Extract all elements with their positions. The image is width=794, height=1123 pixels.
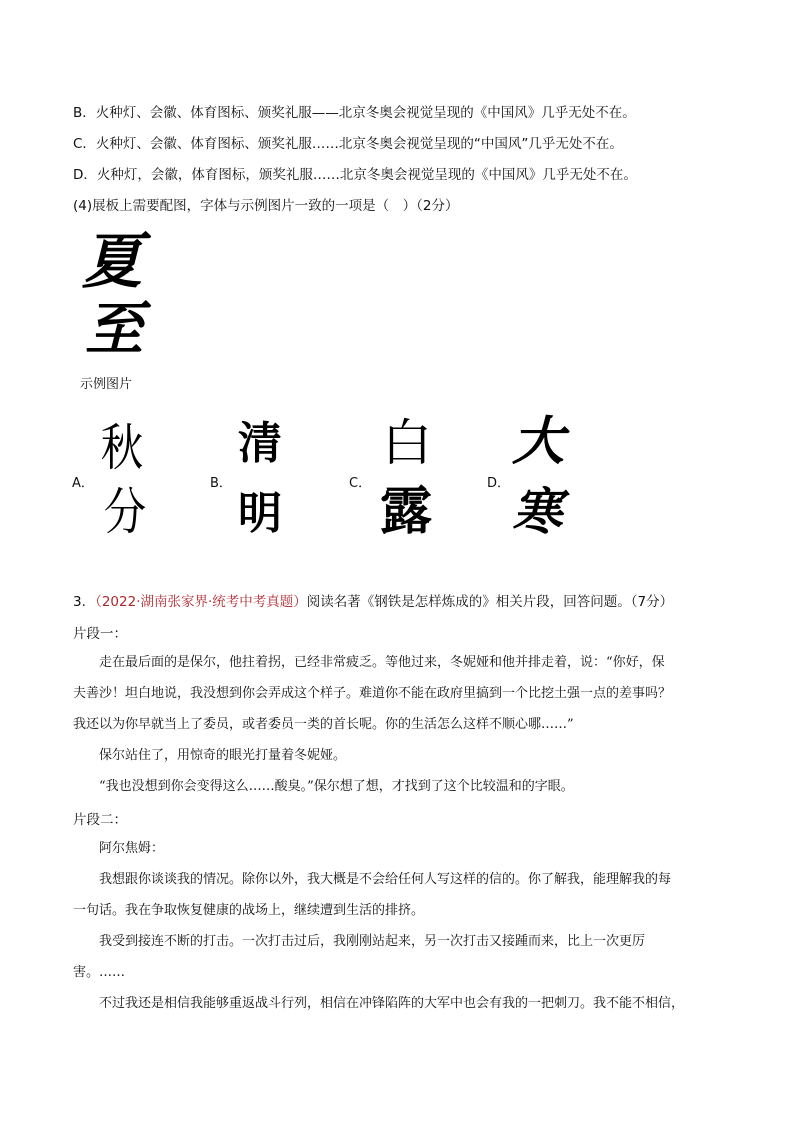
fragment-2-line-2: 我想跟你谈谈我的情况。除你以外，我大概是不会给任何人写这样的信的。你了解我，能理解我的每 xyxy=(99,872,672,887)
choice-d-char-1: 大 xyxy=(512,411,565,472)
option-b: B．火种灯、会徽、体育图标、颁奖礼服——北京冬奥会视觉呈现的《中国风》几乎无处不在。 xyxy=(73,105,636,121)
fragment-1-heading: 片段一： xyxy=(73,626,127,642)
fragment-1-line-4: 保尔站住了，用惊奇的眼光打量着冬妮娅。 xyxy=(99,748,347,763)
example-char-2: 至 xyxy=(85,295,144,363)
question-3-source: （2022·湖南张家界·统考中考真题） xyxy=(95,594,307,610)
fragment-1-line-1: 走在最后面的是保尔，他拄着拐，已经非常疲乏。等他过来，冬妮娅和他并排走着，说：“你好，保 xyxy=(99,655,665,670)
fragment-2-heading: 片段二： xyxy=(73,812,127,828)
option-c: C．火种灯、会徽、体育图标、颁奖礼服……北京冬奥会视觉呈现的“中国风”几乎无处不在。 xyxy=(73,136,623,152)
choice-b-char-2: 明 xyxy=(238,488,282,539)
choice-a-char-1: 秋 xyxy=(100,419,144,477)
choice-d-char-2: 寒 xyxy=(512,482,562,541)
fragment-2-line-1: 阿尔焦姆： xyxy=(99,841,165,856)
example-char-1: 夏 xyxy=(82,227,142,297)
choice-d-label[interactable]: D． xyxy=(487,476,511,491)
choice-a-char-2: 分 xyxy=(103,483,147,541)
choice-c-char-2: 露 xyxy=(380,481,433,542)
question-3-header xyxy=(73,592,673,612)
choice-c-label[interactable]: C． xyxy=(349,476,372,491)
fragment-2-line-4: 我受到接连不断的打击。一次打击过后，我刚刚站起来，另一次打击又接踵而来，比上一次更厉 xyxy=(99,934,646,949)
fragment-2-line-3: 一句话。我在争取恢复健康的战场上，继续遭到生活的排挤。 xyxy=(73,903,425,918)
question-3-stem: 阅读名著《钢铁是怎样炼成的》相关片段，回答问题。（7分） xyxy=(306,594,674,610)
fragment-2-line-6: 不过我还是相信我能够重返战斗行列，相信在冲锋陷阵的大军中也会有我的一把刺刀。我不能不相信， xyxy=(99,996,685,1011)
question-3-number: 3． xyxy=(73,594,96,610)
example-caption: 示例图片 xyxy=(80,377,133,392)
question-4-stem: (4)展板上需要配图，字体与示例图片一致的一项是（ ）（2分） xyxy=(73,198,459,214)
choice-b-label[interactable]: B． xyxy=(210,476,232,491)
choice-c-char-1: 白 xyxy=(382,414,432,472)
fragment-1-line-5: “我也没想到你会变得这么……酸臭。”保尔想了想，才找到了这个比较温和的字眼。 xyxy=(99,779,574,794)
choice-b-char-1: 清 xyxy=(238,418,282,469)
fragment-1-line-2: 夫善沙！坦白地说，我没想到你会弄成这个样子。难道你不能在政府里搞到一个比挖土强一点的差事吗？ xyxy=(73,686,672,701)
fragment-1-line-3: 我还以为你早就当上了委员，或者委员一类的首长呢。你的生活怎么这样不顺心哪……” xyxy=(73,717,574,732)
fragment-2-line-5: 害。…… xyxy=(73,965,126,980)
option-d: D．火种灯，会徽，体育图标，颁奖礼服……北京冬奥会视觉呈现的《中国风》几乎无处不在。 xyxy=(73,167,637,183)
choice-a-label[interactable]: A． xyxy=(72,476,94,491)
